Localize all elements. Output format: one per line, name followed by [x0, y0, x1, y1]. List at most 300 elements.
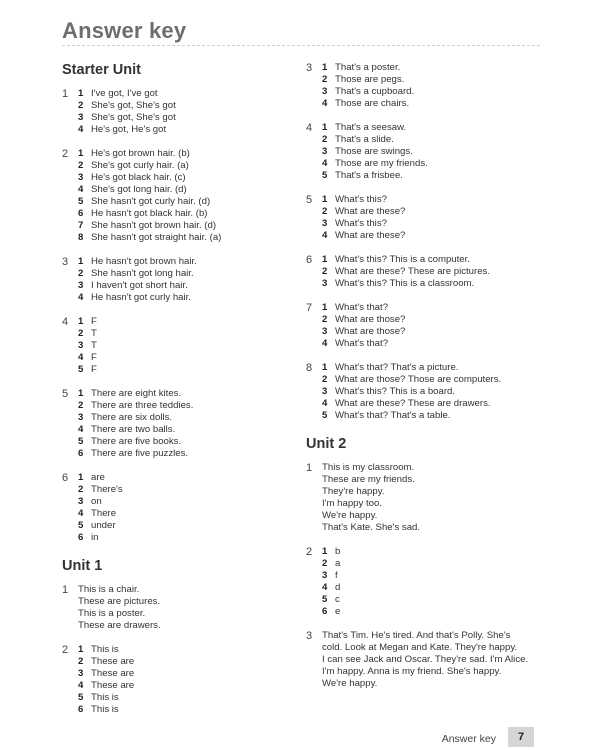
exercise [62, 148, 297, 244]
answer-text: She's got, She's got [91, 100, 176, 111]
answer-text: c [335, 594, 340, 605]
answer-item [78, 692, 297, 704]
answer-text: That's Tim. He's tired. And that's Polly. She's [322, 630, 511, 641]
exercise [306, 302, 541, 350]
answer-number: 1 [322, 254, 328, 265]
answer-number: 2 [322, 314, 328, 325]
answer-list [322, 630, 541, 690]
exercise [306, 62, 541, 110]
exercise [306, 362, 541, 422]
answer-number: 3 [78, 112, 84, 123]
answer-number: 1 [322, 362, 328, 373]
answer-number: 3 [322, 386, 328, 397]
answer-number: 3 [322, 570, 328, 581]
exercise [306, 122, 541, 182]
answer-number: 2 [78, 484, 84, 495]
answer-item [322, 398, 541, 410]
answer-item [322, 206, 541, 218]
answer-item [78, 196, 297, 208]
answer-text: I'm happy too. [322, 498, 382, 509]
answer-item [78, 608, 297, 620]
answer-number: 1 [78, 256, 84, 267]
answer-text: F [91, 352, 97, 363]
answer-number: 1 [322, 62, 328, 73]
answer-item [322, 170, 541, 182]
exercise [62, 256, 297, 304]
answer-list [322, 302, 541, 350]
answer-text: These are my friends. [322, 474, 415, 485]
answer-text: There are eight kites. [91, 388, 182, 399]
answer-number: 5 [322, 594, 328, 605]
answer-item [78, 412, 297, 424]
answer-number: 5 [78, 520, 84, 531]
answer-number: 1 [78, 644, 84, 655]
answer-item [322, 522, 541, 534]
page-number: 7 [508, 727, 534, 747]
answer-item [78, 448, 297, 460]
answer-number: 2 [78, 268, 84, 279]
answer-item [322, 462, 541, 474]
answer-text: That's a slide. [335, 134, 394, 145]
answer-list [322, 362, 541, 422]
answer-text: What's this? This is a classroom. [335, 278, 475, 289]
answer-text: This is a chair. [78, 584, 140, 595]
answer-text: This is [91, 644, 119, 655]
answer-number: 4 [78, 680, 84, 691]
answer-item [322, 546, 541, 558]
answer-list [78, 88, 297, 136]
answer-item [322, 486, 541, 498]
answer-text: We're happy. [322, 678, 378, 689]
answer-item [322, 122, 541, 134]
answer-text: This is a poster. [78, 608, 146, 619]
answer-text: He's got, He's got [91, 124, 167, 135]
answer-item [322, 362, 541, 374]
answer-number: 2 [78, 656, 84, 667]
answer-number: 1 [78, 472, 84, 483]
answer-list [78, 316, 297, 376]
answer-text: This is my classroom. [322, 462, 415, 473]
answer-item [322, 410, 541, 422]
answer-list [78, 388, 297, 460]
answer-number: 5 [78, 692, 84, 703]
answer-text: What are those? [335, 326, 406, 337]
exercise-number: 5 [306, 194, 313, 206]
exercise [306, 254, 541, 290]
footer-label: Answer key [441, 733, 496, 745]
answer-number: 8 [78, 232, 84, 243]
answer-text: She's got long hair. (d) [91, 184, 187, 195]
answer-text: e [335, 606, 341, 617]
answer-number: 1 [78, 388, 84, 399]
answer-item [78, 184, 297, 196]
answer-number: 3 [78, 280, 84, 291]
answer-item [322, 134, 541, 146]
answer-item [78, 472, 297, 484]
answer-text: She hasn't got curly hair. (d) [91, 196, 211, 207]
unit-heading: Starter Unit [62, 62, 141, 78]
answer-number: 2 [322, 134, 328, 145]
answer-text: What are these? These are pictures. [335, 266, 491, 277]
exercise [62, 88, 297, 136]
answer-item [78, 160, 297, 172]
answer-number: 2 [78, 400, 84, 411]
answer-item [78, 508, 297, 520]
exercise [62, 584, 297, 632]
exercise-number: 6 [306, 254, 313, 266]
answer-item [322, 302, 541, 314]
answer-text: She hasn't got long hair. [91, 268, 194, 279]
answer-item [78, 364, 297, 376]
answer-item [322, 570, 541, 582]
answer-number: 4 [322, 230, 328, 241]
answer-list [78, 472, 297, 544]
answer-item [322, 678, 541, 690]
answer-item [322, 594, 541, 606]
answer-item [78, 596, 297, 608]
answer-item [322, 158, 541, 170]
answer-number: 5 [78, 436, 84, 447]
answer-item [322, 654, 541, 666]
answer-item [322, 582, 541, 594]
answer-text: These are [91, 668, 135, 679]
answer-number: 5 [78, 364, 84, 375]
exercise [306, 546, 541, 618]
answer-item [322, 498, 541, 510]
exercise-number: 8 [306, 362, 313, 374]
answer-item [322, 266, 541, 278]
answer-list [322, 62, 541, 110]
answer-text: There are five books. [91, 436, 182, 447]
answer-text: They're happy. [322, 486, 385, 497]
exercise [62, 472, 297, 544]
answer-text: She's got curly hair. (a) [91, 160, 189, 171]
exercise [306, 462, 541, 534]
answer-item [322, 558, 541, 570]
answer-text: T [91, 340, 97, 351]
answer-text: What are these? [335, 230, 406, 241]
answer-list [322, 462, 541, 534]
answer-list [78, 256, 297, 304]
answer-item [78, 352, 297, 364]
answer-number: 5 [322, 410, 328, 421]
answer-text: Those are my friends. [335, 158, 428, 169]
exercise-number: 6 [62, 472, 69, 484]
answer-text: That's a frisbee. [335, 170, 403, 181]
answer-number: 3 [322, 218, 328, 229]
answer-number: 4 [78, 124, 84, 135]
answer-text: There are five puzzles. [91, 448, 189, 459]
answer-text: What are those? [335, 314, 406, 325]
answer-item [78, 148, 297, 160]
answer-text: There are six dolls. [91, 412, 173, 423]
answer-text: There's [91, 484, 123, 495]
answer-number: 1 [78, 88, 84, 99]
answer-item [78, 424, 297, 436]
answer-item [78, 256, 297, 268]
answer-item [78, 532, 297, 544]
answer-item [78, 400, 297, 412]
answer-number: 3 [78, 496, 84, 507]
answer-text: That's a poster. [335, 62, 401, 73]
answer-text: I'm happy. Anna is my friend. She's happy. [322, 666, 502, 677]
answer-number: 2 [78, 100, 84, 111]
answer-item [322, 86, 541, 98]
answer-item [78, 232, 297, 244]
answer-text: She's got, She's got [91, 112, 176, 123]
answer-text: Those are swings. [335, 146, 413, 157]
answer-item [322, 98, 541, 110]
exercise-number: 3 [306, 62, 313, 74]
answer-text: We're happy. [322, 510, 378, 521]
answer-number: 3 [78, 412, 84, 423]
answer-item [78, 100, 297, 112]
answer-text: He's got black hair. (c) [91, 172, 186, 183]
page-title: Answer key [62, 18, 187, 43]
answer-number: 6 [322, 606, 328, 617]
answer-text: These are [91, 680, 135, 691]
answer-text: Those are chairs. [335, 98, 410, 109]
right-column [306, 62, 541, 702]
answer-number: 4 [78, 292, 84, 303]
answer-item [78, 208, 297, 220]
answer-text: What's this? This is a board. [335, 386, 456, 397]
answer-text: What are these? [335, 206, 406, 217]
answer-item [78, 328, 297, 340]
answer-item [322, 62, 541, 74]
answer-text: These are drawers. [78, 620, 161, 631]
answer-list [322, 254, 541, 290]
answer-number: 6 [78, 448, 84, 459]
answer-text: He hasn't got curly hair. [91, 292, 191, 303]
answer-number: 1 [78, 316, 84, 327]
answer-item [78, 668, 297, 680]
exercise-number: 2 [306, 546, 313, 558]
exercise-number: 7 [306, 302, 313, 314]
answer-list [322, 194, 541, 242]
exercise-number: 5 [62, 388, 69, 400]
answer-item [322, 218, 541, 230]
answer-list [78, 584, 297, 632]
answer-text: These are pictures. [78, 596, 161, 607]
answer-item [322, 314, 541, 326]
answer-item [322, 338, 541, 350]
answer-item [322, 510, 541, 522]
answer-number: 4 [78, 508, 84, 519]
exercise [62, 388, 297, 460]
answer-text: There are three teddies. [91, 400, 194, 411]
answer-item [322, 230, 541, 242]
answer-number: 1 [322, 122, 328, 133]
answer-number: 3 [78, 172, 84, 183]
answer-number: 6 [78, 532, 84, 543]
answer-item [78, 484, 297, 496]
answer-number: 4 [78, 184, 84, 195]
answer-item [322, 666, 541, 678]
exercise-number: 2 [62, 644, 69, 656]
answer-number: 3 [322, 278, 328, 289]
answer-text: What's that? [335, 338, 389, 349]
answer-text: a [335, 558, 341, 569]
answer-text: He's got brown hair. (b) [91, 148, 190, 159]
answer-text: f [335, 570, 338, 581]
answer-text: under [91, 520, 116, 531]
answer-item [78, 220, 297, 232]
answer-text: This is [91, 692, 119, 703]
answer-item [78, 388, 297, 400]
answer-number: 4 [322, 338, 328, 349]
answer-item [78, 124, 297, 136]
unit-heading: Unit 2 [306, 436, 347, 452]
answer-number: 3 [322, 86, 328, 97]
answer-number: 2 [322, 266, 328, 277]
answer-item [322, 278, 541, 290]
answer-text: What are these? These are drawers. [335, 398, 491, 409]
answer-item [78, 656, 297, 668]
answer-text: He hasn't got black hair. (b) [91, 208, 208, 219]
answer-text: on [91, 496, 102, 507]
answer-text: T [91, 328, 97, 339]
answer-item [322, 642, 541, 654]
answer-list [322, 122, 541, 182]
exercise-number: 4 [62, 316, 69, 328]
answer-list [78, 148, 297, 244]
exercise-number: 1 [306, 462, 313, 474]
answer-number: 1 [322, 194, 328, 205]
answer-number: 3 [78, 340, 84, 351]
answer-number: 7 [78, 220, 84, 231]
answer-item [78, 644, 297, 656]
answer-number: 2 [322, 206, 328, 217]
answer-item [78, 436, 297, 448]
answer-text: She hasn't got straight hair. (a) [91, 232, 222, 243]
answer-number: 5 [322, 170, 328, 181]
answer-number: 1 [322, 302, 328, 313]
answer-item [322, 326, 541, 338]
answer-item [322, 74, 541, 86]
answer-text: He hasn't got brown hair. [91, 256, 197, 267]
answer-number: 4 [322, 158, 328, 169]
answer-number: 4 [322, 582, 328, 593]
answer-item [78, 704, 297, 716]
answer-text: cold. Look at Megan and Kate. They're happy. [322, 642, 518, 653]
answer-number: 5 [78, 196, 84, 207]
answer-text: That's Kate. She's sad. [322, 522, 421, 533]
answer-item [322, 146, 541, 158]
exercise [62, 644, 297, 716]
answer-text: in [91, 532, 99, 543]
answer-number: 6 [78, 704, 84, 715]
answer-item [322, 374, 541, 386]
answer-text: are [91, 472, 105, 483]
answer-number: 6 [78, 208, 84, 219]
answer-text: F [91, 316, 97, 327]
answer-item [78, 280, 297, 292]
answer-list [322, 546, 541, 618]
answer-number: 1 [78, 148, 84, 159]
answer-item [78, 316, 297, 328]
answer-number: 1 [322, 546, 328, 557]
exercise-number: 2 [62, 148, 69, 160]
answer-item [322, 474, 541, 486]
answer-number: 2 [78, 328, 84, 339]
answer-item [78, 620, 297, 632]
answer-text: What's this? This is a computer. [335, 254, 470, 265]
answer-item [78, 496, 297, 508]
answer-text: F [91, 364, 97, 375]
answer-item [78, 88, 297, 100]
title-divider [62, 45, 540, 46]
answer-number: 4 [322, 398, 328, 409]
answer-item [78, 340, 297, 352]
answer-item [78, 268, 297, 280]
exercise-number: 3 [62, 256, 69, 268]
exercise-number: 1 [62, 88, 69, 100]
answer-text: b [335, 546, 341, 557]
left-column [62, 62, 297, 728]
answer-text: That's a seesaw. [335, 122, 407, 133]
answer-text: What's that? [335, 302, 389, 313]
answer-text: What's this? [335, 218, 387, 229]
answer-text: That's a cupboard. [335, 86, 415, 97]
answer-text: I can see Jack and Oscar. They're sad. I'm Alice. [322, 654, 529, 665]
answer-number: 3 [322, 146, 328, 157]
exercise [306, 194, 541, 242]
answer-text: What's this? [335, 194, 387, 205]
answer-number: 4 [78, 424, 84, 435]
answer-number: 2 [322, 558, 328, 569]
answer-item [322, 606, 541, 618]
exercise-number: 4 [306, 122, 313, 134]
answer-number: 4 [78, 352, 84, 363]
answer-number: 2 [322, 74, 328, 85]
answer-item [322, 254, 541, 266]
answer-number: 4 [322, 98, 328, 109]
answer-item [78, 520, 297, 532]
answer-item [78, 680, 297, 692]
answer-number: 2 [78, 160, 84, 171]
answer-item [78, 292, 297, 304]
answer-item [322, 386, 541, 398]
answer-number: 2 [322, 374, 328, 385]
answer-text: There are two balls. [91, 424, 176, 435]
exercise [62, 316, 297, 376]
answer-text: d [335, 582, 341, 593]
answer-text: I haven't got short hair. [91, 280, 188, 291]
answer-text: This is [91, 704, 119, 715]
answer-item [78, 112, 297, 124]
answer-text: There [91, 508, 117, 519]
exercise [306, 630, 541, 690]
answer-list [78, 644, 297, 716]
answer-text: I've got, I've got [91, 88, 158, 99]
answer-number: 3 [322, 326, 328, 337]
answer-number: 3 [78, 668, 84, 679]
exercise-number: 3 [306, 630, 313, 642]
answer-text: What's that? That's a picture. [335, 362, 459, 373]
answer-item [78, 584, 297, 596]
answer-text: Those are pegs. [335, 74, 405, 85]
exercise-number: 1 [62, 584, 69, 596]
unit-heading: Unit 1 [62, 558, 103, 574]
answer-text: These are [91, 656, 135, 667]
answer-text: What are those? Those are computers. [335, 374, 502, 385]
answer-item [78, 172, 297, 184]
answer-text: She hasn't got brown hair. (d) [91, 220, 217, 231]
answer-text: What's that? That's a table. [335, 410, 451, 421]
answer-item [322, 194, 541, 206]
answer-item [322, 630, 541, 642]
